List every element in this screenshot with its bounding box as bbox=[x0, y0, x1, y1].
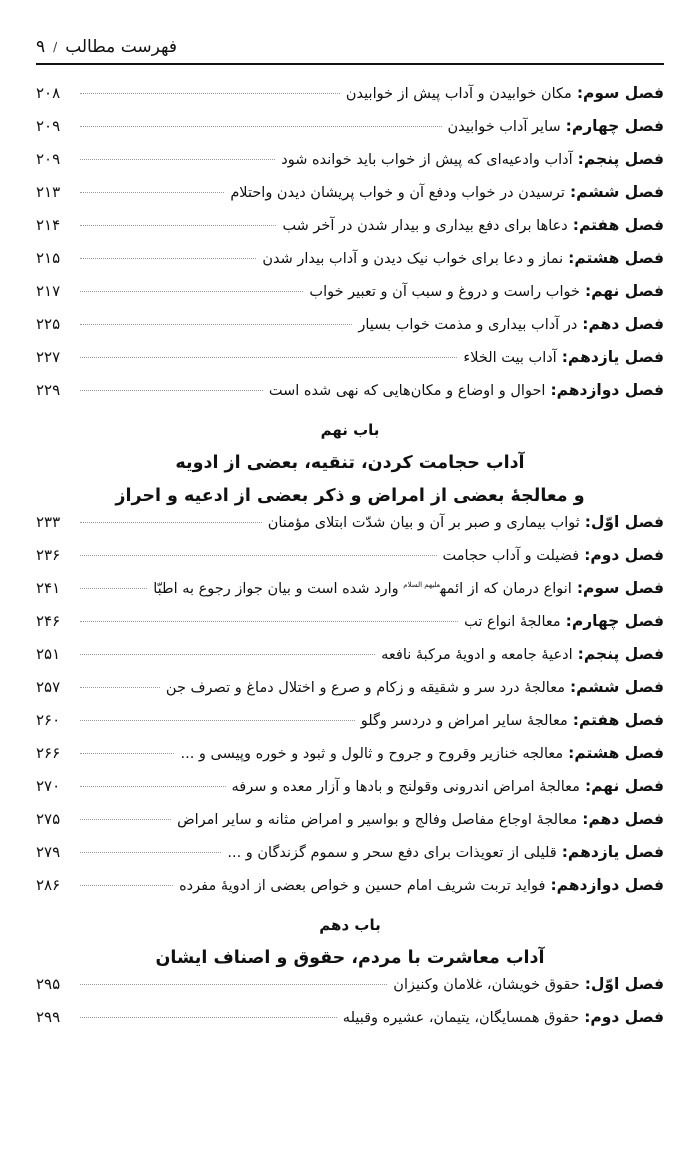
chapter-label: فصل سوم: bbox=[576, 84, 664, 102]
chapter-label: فصل دوم: bbox=[584, 1008, 664, 1026]
chapter-label: فصل دوم: bbox=[584, 546, 664, 564]
chapter-title bbox=[346, 86, 572, 102]
dot-leader bbox=[80, 654, 375, 655]
dot-leader bbox=[80, 753, 174, 754]
page-number: ۲۷۵ bbox=[36, 810, 61, 828]
dot-leader bbox=[80, 720, 355, 721]
page-number: ۲۸۶ bbox=[36, 876, 61, 894]
toc-entry[interactable] bbox=[36, 645, 664, 678]
chapter-title-text: فضیلت و آداب حجامت bbox=[442, 548, 580, 564]
dot-leader bbox=[80, 291, 303, 292]
chapter-title bbox=[232, 779, 580, 795]
chapter-label: فصل یازدهم: bbox=[561, 348, 664, 366]
part-title: و معالجۀ بعضی از امراض و ذکر بعضی از ادعیه و احراز bbox=[115, 486, 585, 506]
chapter-title-text: آداب وادعیه‌ای که پیش از خواب باید خوانده شود bbox=[281, 152, 573, 168]
chapter-title-text: ترسیدن در خواب ودفع آن و خواب پریشان دیدن واحتلام bbox=[230, 185, 565, 201]
part-title: آداب حجامت کردن، تنقیه، بعضی از ادویه bbox=[175, 453, 525, 473]
dot-leader bbox=[80, 786, 226, 787]
dot-leader bbox=[80, 852, 221, 853]
chapter-title-text: حقوق خویشان، غلامان وکنیزان bbox=[393, 977, 580, 993]
toc-entry[interactable] bbox=[36, 579, 664, 612]
dot-leader bbox=[80, 588, 147, 589]
chapter-title-text: ادعیۀ جامعه و ادویۀ مرکبۀ نافعه bbox=[381, 647, 573, 663]
chapter-title bbox=[443, 548, 580, 564]
page-number: ۲۱۷ bbox=[36, 282, 61, 300]
toc-entry[interactable] bbox=[36, 1008, 664, 1041]
chapter-label: فصل اوّل: bbox=[584, 513, 664, 531]
chapter-title-text: معالجۀ انواع تب bbox=[464, 614, 561, 630]
chapter-title bbox=[268, 515, 580, 531]
chapter-title-text: انواع درمان که از ائمه bbox=[440, 581, 572, 597]
page-number: ۲۱۵ bbox=[36, 249, 61, 267]
chapter-title bbox=[179, 878, 545, 894]
toc-entry[interactable] bbox=[36, 876, 664, 909]
page-number: ۲۶۰ bbox=[36, 711, 61, 729]
chapter-title-text: دعاها برای دفع بیداری و بیدار شدن در آخر شب bbox=[282, 218, 568, 234]
chapter-title-text: ثواب بیماری و صبر بر آن و بیان شدّت ابتلای مؤمنان bbox=[267, 515, 580, 531]
chapter-title-text: در آداب بیداری و مذمت خواب بسیار bbox=[358, 317, 578, 333]
toc-entry[interactable] bbox=[36, 282, 664, 315]
dot-leader bbox=[80, 93, 340, 94]
chapter-title-text: معالجۀ اوجاع مفاصل وفالج و بواسیر و امراض مثانه و سایر امراض bbox=[177, 812, 578, 828]
chapter-label: فصل ششم: bbox=[569, 183, 664, 201]
dot-leader bbox=[80, 555, 437, 556]
toc-entry[interactable] bbox=[36, 777, 664, 810]
chapter-title bbox=[463, 350, 556, 366]
part-heading: باب نهم bbox=[320, 421, 380, 439]
dot-leader bbox=[80, 522, 262, 523]
dot-leader bbox=[80, 621, 458, 622]
chapter-label: فصل اوّل: bbox=[584, 975, 664, 993]
toc-entry[interactable] bbox=[36, 315, 664, 348]
chapter-title-text-cont: وارد شده است و بیان جواز رجوع به اطبّا bbox=[153, 581, 404, 597]
dot-leader bbox=[80, 357, 457, 358]
page-number: ۲۲۵ bbox=[36, 315, 61, 333]
chapter-title bbox=[464, 614, 560, 630]
toc-entry[interactable] bbox=[36, 150, 664, 183]
header-rule bbox=[36, 63, 664, 65]
toc-entry[interactable] bbox=[36, 975, 664, 1008]
page-number: ۲۰۸ bbox=[36, 84, 61, 102]
dot-leader bbox=[80, 1017, 337, 1018]
page-number: ۲۳۳ bbox=[36, 513, 61, 531]
chapter-title bbox=[269, 383, 546, 399]
toc-entry[interactable] bbox=[36, 216, 664, 249]
header-page-number: ۹ bbox=[36, 37, 46, 57]
chapter-title-text: فواید تربت شریف امام حسین و خواص بعضی از ادویۀ مفرده bbox=[179, 878, 546, 894]
toc-entry[interactable] bbox=[36, 381, 664, 414]
chapter-title-text: سایر آداب خوابیدن bbox=[447, 119, 561, 135]
dot-leader bbox=[80, 126, 442, 127]
chapter-label: فصل ششم: bbox=[569, 678, 664, 696]
header-separator: / bbox=[53, 40, 58, 54]
honorific-glyph: علیهم السلام bbox=[403, 581, 440, 590]
toc-entry[interactable] bbox=[36, 546, 664, 579]
chapter-title bbox=[230, 185, 565, 201]
chapter-title bbox=[358, 317, 577, 333]
page-number: ۲۲۹ bbox=[36, 381, 61, 399]
chapter-title-text: قلیلی از تعویذات برای دفع سحر و سموم گزندگان و ... bbox=[227, 845, 557, 861]
dot-leader bbox=[80, 192, 224, 193]
chapter-title bbox=[281, 152, 572, 168]
toc-entry[interactable] bbox=[36, 711, 664, 744]
chapter-title bbox=[166, 680, 565, 696]
chapter-label: فصل سوم: bbox=[576, 579, 664, 597]
chapter-title-text: نماز و دعا برای خواب نیک دیدن و آداب بیدار شدن bbox=[262, 251, 564, 267]
dot-leader bbox=[80, 819, 171, 820]
chapter-label: فصل چهارم: bbox=[565, 612, 664, 630]
toc-entry[interactable] bbox=[36, 183, 664, 216]
page-number: ۲۱۴ bbox=[36, 216, 61, 234]
chapter-label: فصل هشتم: bbox=[568, 744, 664, 762]
chapter-title bbox=[282, 218, 567, 234]
dot-leader bbox=[80, 159, 275, 160]
chapter-label: فصل دوازدهم: bbox=[550, 381, 664, 399]
dot-leader bbox=[80, 687, 160, 688]
page-number: ۲۳۶ bbox=[36, 546, 61, 564]
chapter-title bbox=[153, 581, 572, 597]
chapter-label: فصل یازدهم: bbox=[561, 843, 664, 861]
chapter-label: فصل دهم: bbox=[582, 810, 664, 828]
chapter-label: فصل نهم: bbox=[584, 777, 664, 795]
page-number: ۲۷۹ bbox=[36, 843, 61, 861]
dot-leader bbox=[80, 984, 387, 985]
chapter-title-text: معالجه خنازیر وقروح و جروح و ثالول و ثبود و خوره وپیسی و ... bbox=[180, 746, 564, 762]
page-number: ۲۰۹ bbox=[36, 150, 61, 168]
toc-entry[interactable] bbox=[36, 348, 664, 381]
chapter-title-text: معالجۀ سایر امراض و دردسر وگلو bbox=[360, 713, 568, 729]
toc-entry[interactable] bbox=[36, 249, 664, 282]
dot-leader bbox=[80, 885, 173, 886]
table-of-contents bbox=[36, 84, 664, 1041]
part-heading: باب دهم bbox=[319, 916, 381, 934]
chapter-title bbox=[262, 251, 563, 267]
toc-entry[interactable] bbox=[36, 843, 664, 876]
chapter-title bbox=[381, 647, 573, 663]
toc-entry[interactable] bbox=[36, 117, 664, 150]
chapter-title bbox=[227, 845, 556, 861]
page-number: ۲۲۷ bbox=[36, 348, 61, 366]
chapter-title bbox=[309, 284, 580, 300]
chapter-label: فصل هشتم: bbox=[568, 249, 664, 267]
toc-entry[interactable] bbox=[36, 612, 664, 645]
part-title: آداب معاشرت با مردم، حقوق و اصناف ایشان bbox=[155, 948, 545, 968]
chapter-title-text: احوال و اوضاع و مکان‌هایی که نهی شده است bbox=[268, 383, 546, 399]
page-number: ۲۷۰ bbox=[36, 777, 61, 795]
chapter-label: فصل پنجم: bbox=[577, 645, 664, 663]
chapter-title-text: حقوق همسایگان، یتیمان، عشیره وقبیله bbox=[342, 1010, 580, 1026]
chapter-title bbox=[448, 119, 561, 135]
chapter-title bbox=[343, 1010, 579, 1026]
toc-entry[interactable] bbox=[36, 810, 664, 843]
page-number: ۲۹۹ bbox=[36, 1008, 61, 1026]
header-title: فهرست مطالب bbox=[65, 37, 177, 57]
chapter-title bbox=[177, 812, 577, 828]
toc-entry[interactable] bbox=[36, 744, 664, 777]
chapter-label: فصل دوازدهم: bbox=[550, 876, 664, 894]
page-number: ۲۰۹ bbox=[36, 117, 61, 135]
page-number: ۲۴۱ bbox=[36, 579, 61, 597]
chapter-title-text: معالجۀ درد سر و شقیقه و زکام و صرع و اختلال دماغ و تصرف جن bbox=[165, 680, 565, 696]
dot-leader bbox=[80, 258, 256, 259]
chapter-label: فصل نهم: bbox=[584, 282, 664, 300]
chapter-title bbox=[180, 746, 563, 762]
page-number: ۲۱۳ bbox=[36, 183, 61, 201]
page-number: ۲۵۷ bbox=[36, 678, 61, 696]
chapter-label: فصل هفتم: bbox=[572, 216, 664, 234]
dot-leader bbox=[80, 390, 263, 391]
dot-leader bbox=[80, 324, 352, 325]
page-number: ۲۴۶ bbox=[36, 612, 61, 630]
chapter-label: فصل چهارم: bbox=[565, 117, 664, 135]
page-number: ۲۵۱ bbox=[36, 645, 61, 663]
chapter-title-text: آداب بیت الخلاء bbox=[463, 350, 557, 366]
chapter-title-text: مکان خوابیدن و آداب پیش از خوابیدن bbox=[345, 86, 572, 102]
chapter-title bbox=[393, 977, 579, 993]
toc-entry[interactable] bbox=[36, 678, 664, 711]
chapter-title-text: معالجۀ امراض اندرونی وقولنج و بادها و آزار معده و سرفه bbox=[231, 779, 580, 795]
chapter-label: فصل پنجم: bbox=[577, 150, 664, 168]
chapter-label: فصل دهم: bbox=[582, 315, 664, 333]
running-header bbox=[36, 33, 286, 61]
toc-entry[interactable] bbox=[36, 84, 664, 117]
page-number: ۲۹۵ bbox=[36, 975, 61, 993]
chapter-title-text: خواب راست و دروغ و سبب آن و تعبیر خواب bbox=[309, 284, 580, 300]
page-number: ۲۶۶ bbox=[36, 744, 61, 762]
chapter-title bbox=[361, 713, 568, 729]
chapter-label: فصل هفتم: bbox=[572, 711, 664, 729]
toc-entry[interactable] bbox=[36, 513, 664, 546]
dot-leader bbox=[80, 225, 276, 226]
